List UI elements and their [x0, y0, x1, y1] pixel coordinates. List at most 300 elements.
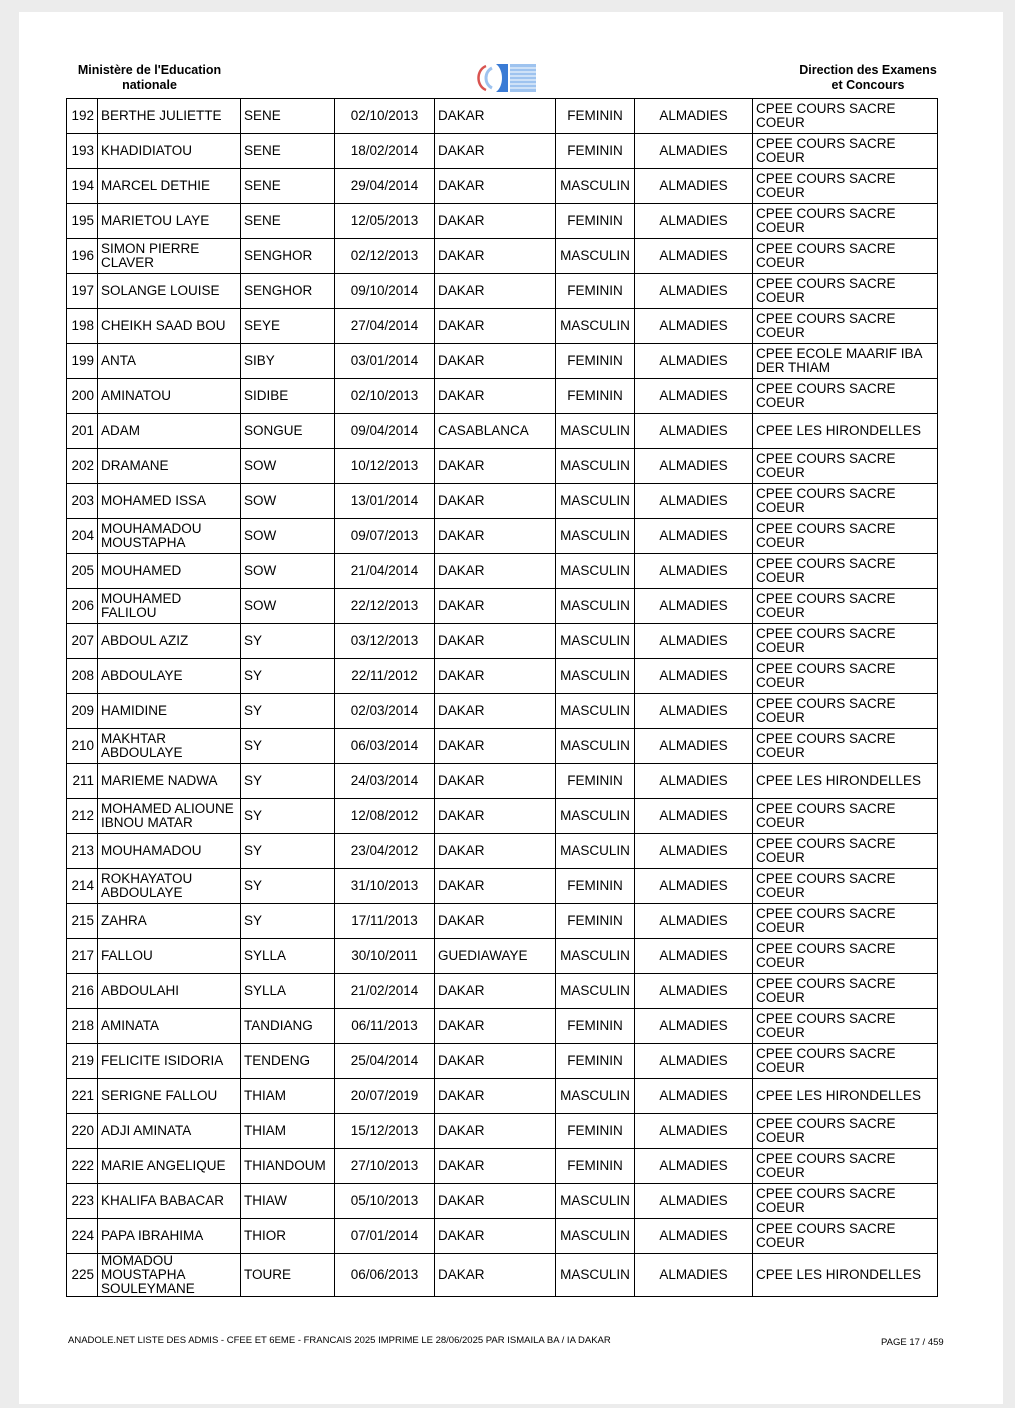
- birth-place-cell: DAKAR: [435, 1044, 556, 1079]
- sex-cell: MASCULIN: [556, 414, 635, 449]
- birth-date-cell: 02/12/2013: [335, 239, 435, 274]
- exam-centre-cell: ALMADIES: [635, 169, 753, 204]
- row-number: 222: [67, 1149, 98, 1184]
- last-name-cell: THIAW: [241, 1184, 335, 1219]
- last-name-cell: SYLLA: [241, 939, 335, 974]
- exam-centre-cell: ALMADIES: [635, 309, 753, 344]
- table-row: [67, 974, 938, 1009]
- birth-place-cell: DAKAR: [435, 1114, 556, 1149]
- first-name-cell: MARIEME NADWA: [98, 764, 241, 799]
- table-row: [67, 554, 938, 589]
- birth-place-cell: DAKAR: [435, 449, 556, 484]
- exam-centre-cell: ALMADIES: [635, 694, 753, 729]
- birth-place-cell: DAKAR: [435, 169, 556, 204]
- exam-centre-cell: ALMADIES: [635, 1219, 753, 1254]
- table-row: [67, 1114, 938, 1149]
- birth-date-cell: 22/12/2013: [335, 589, 435, 624]
- birth-date-cell: 31/10/2013: [335, 869, 435, 904]
- row-number: 219: [67, 1044, 98, 1079]
- first-name-cell: FALLOU: [98, 939, 241, 974]
- birth-date-cell: 09/04/2014: [335, 414, 435, 449]
- sex-cell: FEMININ: [556, 1009, 635, 1044]
- table-row: [67, 134, 938, 169]
- school-cell: CPEE LES HIRONDELLES: [753, 414, 938, 449]
- exam-centre-cell: ALMADIES: [635, 239, 753, 274]
- birth-place-cell: DAKAR: [435, 554, 556, 589]
- exam-centre-cell: ALMADIES: [635, 519, 753, 554]
- table-row: [67, 1184, 938, 1219]
- last-name-cell: SEYE: [241, 309, 335, 344]
- last-name-cell: THIAM: [241, 1079, 335, 1114]
- last-name-cell: SY: [241, 799, 335, 834]
- birth-date-cell: 15/12/2013: [335, 1114, 435, 1149]
- last-name-cell: SENGHOR: [241, 239, 335, 274]
- sex-cell: MASCULIN: [556, 449, 635, 484]
- birth-place-cell: DAKAR: [435, 204, 556, 239]
- table-row: [67, 834, 938, 869]
- exam-centre-cell: ALMADIES: [635, 659, 753, 694]
- table-row: [67, 1009, 938, 1044]
- last-name-cell: SENE: [241, 99, 335, 134]
- birth-place-cell: DAKAR: [435, 344, 556, 379]
- exam-centre-cell: ALMADIES: [635, 1184, 753, 1219]
- school-cell: CPEE COURS SACRE COEUR: [753, 554, 938, 589]
- first-name-cell: HAMIDINE: [98, 694, 241, 729]
- exam-centre-cell: ALMADIES: [635, 904, 753, 939]
- birth-place-cell: DAKAR: [435, 799, 556, 834]
- birth-place-cell: DAKAR: [435, 1184, 556, 1219]
- table-row: [67, 99, 938, 134]
- last-name-cell: SOW: [241, 449, 335, 484]
- row-number: 221: [67, 1079, 98, 1114]
- row-number: 200: [67, 379, 98, 414]
- sex-cell: MASCULIN: [556, 484, 635, 519]
- row-number: 205: [67, 554, 98, 589]
- row-number: 203: [67, 484, 98, 519]
- birth-date-cell: 10/12/2013: [335, 449, 435, 484]
- last-name-cell: TANDIANG: [241, 1009, 335, 1044]
- exam-centre-cell: ALMADIES: [635, 344, 753, 379]
- birth-date-cell: 09/10/2014: [335, 274, 435, 309]
- school-cell: CPEE COURS SACRE COEUR: [753, 169, 938, 204]
- table-row: [67, 379, 938, 414]
- school-cell: CPEE ECOLE MAARIF IBA DER THIAM: [753, 344, 938, 379]
- document-page: [19, 12, 1003, 1404]
- last-name-cell: SY: [241, 729, 335, 764]
- first-name-cell: MOMADOU MOUSTAPHA SOULEYMANE: [98, 1254, 241, 1297]
- exam-centre-cell: ALMADIES: [635, 799, 753, 834]
- table-row: [67, 624, 938, 659]
- birth-date-cell: 27/10/2013: [335, 1149, 435, 1184]
- last-name-cell: SYLLA: [241, 974, 335, 1009]
- row-number: 204: [67, 519, 98, 554]
- sex-cell: MASCULIN: [556, 1184, 635, 1219]
- exam-centre-cell: ALMADIES: [635, 1114, 753, 1149]
- row-number: 207: [67, 624, 98, 659]
- footer-print-info: ANADOLE.NET LISTE DES ADMIS - CFEE ET 6EME - FRANCAIS 2025 IMPRIME LE 28/06/2025 PAR ISMAILA BA / IA DAKAR: [68, 1335, 611, 1346]
- page-number: PAGE 17 / 459: [881, 1337, 944, 1348]
- exam-centre-cell: ALMADIES: [635, 414, 753, 449]
- sex-cell: MASCULIN: [556, 694, 635, 729]
- exam-centre-cell: ALMADIES: [635, 99, 753, 134]
- sex-cell: MASCULIN: [556, 1219, 635, 1254]
- birth-date-cell: 21/04/2014: [335, 554, 435, 589]
- first-name-cell: MOUHAMADOU MOUSTAPHA: [98, 519, 241, 554]
- table-row: [67, 1219, 938, 1254]
- birth-date-cell: 09/07/2013: [335, 519, 435, 554]
- exam-centre-cell: ALMADIES: [635, 1044, 753, 1079]
- sex-cell: FEMININ: [556, 1149, 635, 1184]
- birth-date-cell: 06/03/2014: [335, 729, 435, 764]
- first-name-cell: SIMON PIERRE CLAVER: [98, 239, 241, 274]
- row-number: 225: [67, 1254, 98, 1297]
- sex-cell: FEMININ: [556, 1114, 635, 1149]
- birth-date-cell: 18/02/2014: [335, 134, 435, 169]
- exam-centre-cell: ALMADIES: [635, 834, 753, 869]
- table-row: [67, 204, 938, 239]
- last-name-cell: SY: [241, 869, 335, 904]
- exam-centre-cell: ALMADIES: [635, 869, 753, 904]
- birth-place-cell: DAKAR: [435, 519, 556, 554]
- first-name-cell: MARCEL DETHIE: [98, 169, 241, 204]
- exam-centre-cell: ALMADIES: [635, 939, 753, 974]
- table-row: [67, 869, 938, 904]
- birth-place-cell: DAKAR: [435, 834, 556, 869]
- birth-date-cell: 02/03/2014: [335, 694, 435, 729]
- birth-place-cell: DAKAR: [435, 764, 556, 799]
- birth-date-cell: 13/01/2014: [335, 484, 435, 519]
- table-row: [67, 659, 938, 694]
- direction-header: [787, 63, 949, 93]
- table-row: [67, 169, 938, 204]
- school-cell: CPEE COURS SACRE COEUR: [753, 974, 938, 1009]
- birth-place-cell: DAKAR: [435, 1219, 556, 1254]
- first-name-cell: MAKHTAR ABDOULAYE: [98, 729, 241, 764]
- sex-cell: MASCULIN: [556, 554, 635, 589]
- table-row: [67, 519, 938, 554]
- first-name-cell: ABDOULAHI: [98, 974, 241, 1009]
- last-name-cell: THIOR: [241, 1219, 335, 1254]
- table-row: [67, 904, 938, 939]
- sex-cell: MASCULIN: [556, 309, 635, 344]
- school-cell: CPEE COURS SACRE COEUR: [753, 449, 938, 484]
- school-cell: CPEE COURS SACRE COEUR: [753, 484, 938, 519]
- row-number: 194: [67, 169, 98, 204]
- ministry-header: [63, 63, 236, 93]
- birth-place-cell: DAKAR: [435, 99, 556, 134]
- sex-cell: MASCULIN: [556, 799, 635, 834]
- table-row: [67, 799, 938, 834]
- direction-line-1: Direction des Examens: [799, 63, 937, 77]
- last-name-cell: SOW: [241, 554, 335, 589]
- last-name-cell: SY: [241, 624, 335, 659]
- birth-date-cell: 12/08/2012: [335, 799, 435, 834]
- table-row: [67, 484, 938, 519]
- birth-date-cell: 24/03/2014: [335, 764, 435, 799]
- last-name-cell: THIAM: [241, 1114, 335, 1149]
- sex-cell: FEMININ: [556, 764, 635, 799]
- first-name-cell: ABDOULAYE: [98, 659, 241, 694]
- birth-place-cell: DAKAR: [435, 974, 556, 1009]
- row-number: 217: [67, 939, 98, 974]
- last-name-cell: SY: [241, 834, 335, 869]
- sex-cell: FEMININ: [556, 134, 635, 169]
- exam-centre-cell: ALMADIES: [635, 1079, 753, 1114]
- row-number: 195: [67, 204, 98, 239]
- birth-date-cell: 02/10/2013: [335, 379, 435, 414]
- last-name-cell: SIBY: [241, 344, 335, 379]
- row-number: 211: [67, 764, 98, 799]
- last-name-cell: SENE: [241, 134, 335, 169]
- row-number: 224: [67, 1219, 98, 1254]
- exam-centre-cell: ALMADIES: [635, 764, 753, 799]
- birth-place-cell: DAKAR: [435, 729, 556, 764]
- first-name-cell: ABDOUL AZIZ: [98, 624, 241, 659]
- exam-centre-cell: ALMADIES: [635, 729, 753, 764]
- sex-cell: MASCULIN: [556, 834, 635, 869]
- last-name-cell: SY: [241, 694, 335, 729]
- last-name-cell: TENDENG: [241, 1044, 335, 1079]
- sex-cell: MASCULIN: [556, 1079, 635, 1114]
- birth-place-cell: DAKAR: [435, 904, 556, 939]
- birth-date-cell: 03/12/2013: [335, 624, 435, 659]
- first-name-cell: BERTHE JULIETTE: [98, 99, 241, 134]
- last-name-cell: SIDIBE: [241, 379, 335, 414]
- admitted-list-table: [66, 98, 938, 1297]
- school-cell: CPEE COURS SACRE COEUR: [753, 624, 938, 659]
- school-cell: CPEE COURS SACRE COEUR: [753, 694, 938, 729]
- first-name-cell: MOHAMED ALIOUNE IBNOU MATAR: [98, 799, 241, 834]
- birth-date-cell: 05/10/2013: [335, 1184, 435, 1219]
- last-name-cell: SOW: [241, 484, 335, 519]
- school-cell: CPEE COURS SACRE COEUR: [753, 939, 938, 974]
- first-name-cell: MOUHAMED FALILOU: [98, 589, 241, 624]
- school-cell: CPEE COURS SACRE COEUR: [753, 379, 938, 414]
- direction-line-2: et Concours: [831, 78, 905, 92]
- first-name-cell: PAPA IBRAHIMA: [98, 1219, 241, 1254]
- birth-date-cell: 20/07/2019: [335, 1079, 435, 1114]
- exam-centre-cell: ALMADIES: [635, 1009, 753, 1044]
- first-name-cell: DRAMANE: [98, 449, 241, 484]
- sex-cell: MASCULIN: [556, 239, 635, 274]
- ministry-line-1: Ministère de l'Education: [77, 63, 222, 77]
- table-row: [67, 449, 938, 484]
- birth-place-cell: DAKAR: [435, 309, 556, 344]
- table-row: [67, 729, 938, 764]
- first-name-cell: MOUHAMED: [98, 554, 241, 589]
- exam-centre-cell: ALMADIES: [635, 589, 753, 624]
- first-name-cell: ZAHRA: [98, 904, 241, 939]
- last-name-cell: SY: [241, 764, 335, 799]
- last-name-cell: THIANDOUM: [241, 1149, 335, 1184]
- school-cell: CPEE COURS SACRE COEUR: [753, 659, 938, 694]
- exam-centre-cell: ALMADIES: [635, 1149, 753, 1184]
- school-cell: CPEE COURS SACRE COEUR: [753, 1044, 938, 1079]
- last-name-cell: SENGHOR: [241, 274, 335, 309]
- birth-place-cell: DAKAR: [435, 1009, 556, 1044]
- table-row: [67, 239, 938, 274]
- last-name-cell: SENE: [241, 204, 335, 239]
- last-name-cell: SENE: [241, 169, 335, 204]
- first-name-cell: SOLANGE LOUISE: [98, 274, 241, 309]
- exam-centre-cell: ALMADIES: [635, 274, 753, 309]
- table-row: [67, 274, 938, 309]
- table-row: [67, 344, 938, 379]
- birth-place-cell: DAKAR: [435, 274, 556, 309]
- row-number: 210: [67, 729, 98, 764]
- row-number: 199: [67, 344, 98, 379]
- exam-centre-cell: ALMADIES: [635, 484, 753, 519]
- row-number: 218: [67, 1009, 98, 1044]
- school-cell: CPEE LES HIRONDELLES: [753, 1254, 938, 1297]
- first-name-cell: ADJI AMINATA: [98, 1114, 241, 1149]
- table-row: [67, 694, 938, 729]
- birth-place-cell: DAKAR: [435, 694, 556, 729]
- table-row: [67, 939, 938, 974]
- last-name-cell: SY: [241, 659, 335, 694]
- sex-cell: MASCULIN: [556, 729, 635, 764]
- sex-cell: MASCULIN: [556, 1254, 635, 1297]
- school-cell: CPEE COURS SACRE COEUR: [753, 904, 938, 939]
- first-name-cell: CHEIKH SAAD BOU: [98, 309, 241, 344]
- row-number: 198: [67, 309, 98, 344]
- last-name-cell: SOW: [241, 589, 335, 624]
- table-row: [67, 414, 938, 449]
- school-cell: CPEE LES HIRONDELLES: [753, 764, 938, 799]
- table-row: [67, 1079, 938, 1114]
- first-name-cell: MOUHAMADOU: [98, 834, 241, 869]
- birth-place-cell: DAKAR: [435, 484, 556, 519]
- last-name-cell: SONGUE: [241, 414, 335, 449]
- first-name-cell: MARIE ANGELIQUE: [98, 1149, 241, 1184]
- birth-date-cell: 22/11/2012: [335, 659, 435, 694]
- row-number: 212: [67, 799, 98, 834]
- ministry-line-2: nationale: [122, 78, 177, 92]
- sex-cell: MASCULIN: [556, 519, 635, 554]
- exam-centre-cell: ALMADIES: [635, 379, 753, 414]
- exam-centre-cell: ALMADIES: [635, 554, 753, 589]
- first-name-cell: MOHAMED ISSA: [98, 484, 241, 519]
- school-cell: CPEE COURS SACRE COEUR: [753, 1149, 938, 1184]
- birth-place-cell: DAKAR: [435, 589, 556, 624]
- table-row: [67, 764, 938, 799]
- row-number: 223: [67, 1184, 98, 1219]
- birth-date-cell: 17/11/2013: [335, 904, 435, 939]
- exam-centre-cell: ALMADIES: [635, 1254, 753, 1297]
- sex-cell: FEMININ: [556, 869, 635, 904]
- school-cell: CPEE COURS SACRE COEUR: [753, 799, 938, 834]
- school-cell: CPEE COURS SACRE COEUR: [753, 309, 938, 344]
- sex-cell: MASCULIN: [556, 659, 635, 694]
- first-name-cell: KHADIDIATOU: [98, 134, 241, 169]
- table-body: [67, 99, 938, 1297]
- first-name-cell: MARIETOU LAYE: [98, 204, 241, 239]
- row-number: 196: [67, 239, 98, 274]
- birth-date-cell: 25/04/2014: [335, 1044, 435, 1079]
- row-number: 213: [67, 834, 98, 869]
- sex-cell: FEMININ: [556, 99, 635, 134]
- table-row: [67, 1044, 938, 1079]
- sex-cell: MASCULIN: [556, 624, 635, 659]
- exam-centre-cell: ALMADIES: [635, 204, 753, 239]
- sex-cell: FEMININ: [556, 379, 635, 414]
- first-name-cell: KHALIFA BABACAR: [98, 1184, 241, 1219]
- first-name-cell: ANTA: [98, 344, 241, 379]
- school-cell: CPEE COURS SACRE COEUR: [753, 274, 938, 309]
- row-number: 201: [67, 414, 98, 449]
- table-row: [67, 1149, 938, 1184]
- exam-centre-cell: ALMADIES: [635, 449, 753, 484]
- office-logo-icon: [472, 60, 540, 96]
- birth-place-cell: DAKAR: [435, 1079, 556, 1114]
- birth-date-cell: 12/05/2013: [335, 204, 435, 239]
- birth-date-cell: 07/01/2014: [335, 1219, 435, 1254]
- row-number: 202: [67, 449, 98, 484]
- birth-place-cell: DAKAR: [435, 239, 556, 274]
- school-cell: CPEE COURS SACRE COEUR: [753, 1184, 938, 1219]
- school-cell: CPEE COURS SACRE COEUR: [753, 1009, 938, 1044]
- school-cell: CPEE COURS SACRE COEUR: [753, 239, 938, 274]
- sex-cell: MASCULIN: [556, 169, 635, 204]
- school-cell: CPEE COURS SACRE COEUR: [753, 1219, 938, 1254]
- school-cell: CPEE COURS SACRE COEUR: [753, 1114, 938, 1149]
- row-number: 208: [67, 659, 98, 694]
- school-cell: CPEE COURS SACRE COEUR: [753, 729, 938, 764]
- first-name-cell: ROKHAYATOU ABDOULAYE: [98, 869, 241, 904]
- row-number: 192: [67, 99, 98, 134]
- sex-cell: FEMININ: [556, 904, 635, 939]
- last-name-cell: SY: [241, 904, 335, 939]
- birth-date-cell: 30/10/2011: [335, 939, 435, 974]
- last-name-cell: TOURE: [241, 1254, 335, 1297]
- exam-centre-cell: ALMADIES: [635, 624, 753, 659]
- table-row: [67, 309, 938, 344]
- table-row: [67, 1254, 938, 1297]
- sex-cell: FEMININ: [556, 274, 635, 309]
- school-cell: CPEE COURS SACRE COEUR: [753, 134, 938, 169]
- row-number: 215: [67, 904, 98, 939]
- first-name-cell: AMINATA: [98, 1009, 241, 1044]
- first-name-cell: FELICITE ISIDORIA: [98, 1044, 241, 1079]
- row-number: 197: [67, 274, 98, 309]
- last-name-cell: SOW: [241, 519, 335, 554]
- row-number: 206: [67, 589, 98, 624]
- sex-cell: FEMININ: [556, 1044, 635, 1079]
- birth-date-cell: 06/06/2013: [335, 1254, 435, 1297]
- school-cell: CPEE LES HIRONDELLES: [753, 1079, 938, 1114]
- sex-cell: MASCULIN: [556, 589, 635, 624]
- birth-place-cell: GUEDIAWAYE: [435, 939, 556, 974]
- birth-place-cell: DAKAR: [435, 624, 556, 659]
- row-number: 209: [67, 694, 98, 729]
- row-number: 220: [67, 1114, 98, 1149]
- first-name-cell: SERIGNE FALLOU: [98, 1079, 241, 1114]
- school-cell: CPEE COURS SACRE COEUR: [753, 869, 938, 904]
- birth-date-cell: 29/04/2014: [335, 169, 435, 204]
- school-cell: CPEE COURS SACRE COEUR: [753, 519, 938, 554]
- birth-date-cell: 27/04/2014: [335, 309, 435, 344]
- birth-place-cell: DAKAR: [435, 134, 556, 169]
- birth-date-cell: 21/02/2014: [335, 974, 435, 1009]
- birth-date-cell: 02/10/2013: [335, 99, 435, 134]
- sex-cell: FEMININ: [556, 344, 635, 379]
- birth-date-cell: 23/04/2012: [335, 834, 435, 869]
- row-number: 216: [67, 974, 98, 1009]
- row-number: 214: [67, 869, 98, 904]
- exam-centre-cell: ALMADIES: [635, 134, 753, 169]
- birth-place-cell: DAKAR: [435, 379, 556, 414]
- birth-place-cell: DAKAR: [435, 1149, 556, 1184]
